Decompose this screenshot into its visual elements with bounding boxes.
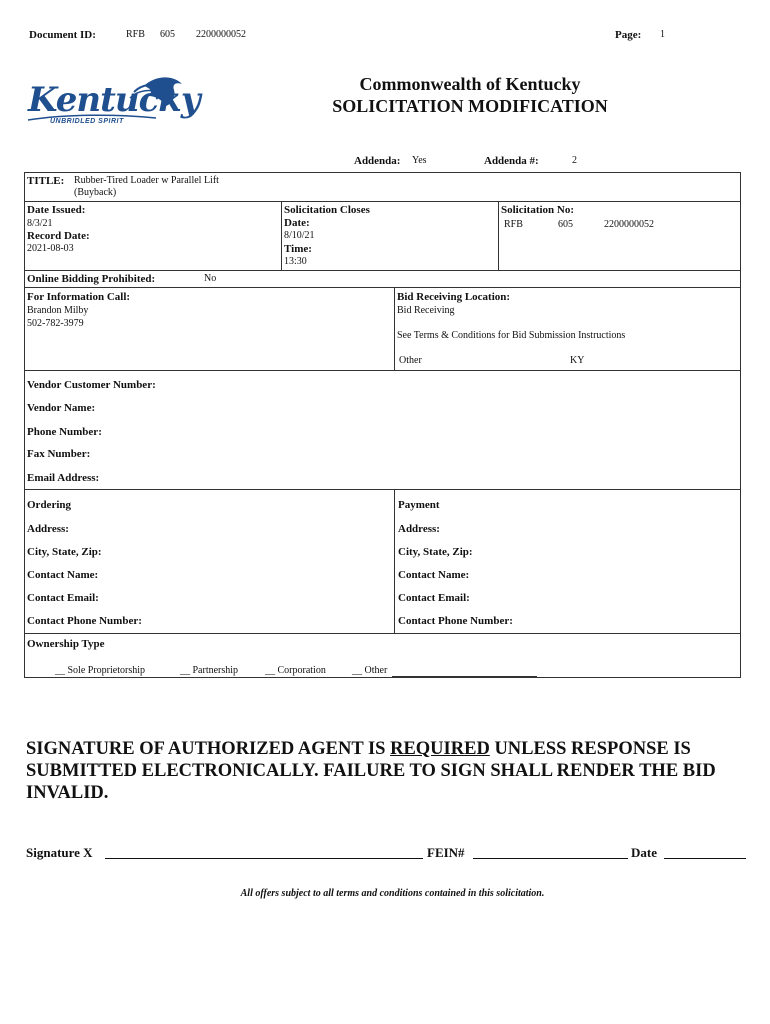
page-label: Page:: [615, 29, 642, 41]
logo-wordmark: Kentucky: [28, 80, 200, 120]
page-title-line2: SOLICITATION MODIFICATION: [332, 96, 608, 116]
divider: [498, 201, 499, 271]
bid-receiving-state: KY: [570, 355, 585, 366]
divider: [394, 489, 395, 634]
closes-date-label: Date:: [284, 217, 310, 229]
addenda-label: Addenda:: [354, 155, 401, 167]
payment-heading: Payment: [398, 499, 440, 511]
ordering-contact-phone-label: Contact Phone Number:: [27, 615, 142, 627]
payment-contact-name-label: Contact Name:: [398, 569, 470, 581]
signature-notice-part1: SIGNATURE OF AUTHORIZED AGENT IS: [26, 739, 391, 759]
info-call-name: Brandon Milby: [27, 305, 89, 316]
ownership-other-line[interactable]: [392, 676, 537, 677]
signature-notice-required: REQUIRED: [390, 739, 490, 759]
date-line[interactable]: [664, 858, 746, 859]
page-number: 1: [660, 29, 665, 40]
payment-contact-phone-label: Contact Phone Number:: [398, 615, 513, 627]
document-id-label: Document ID:: [29, 29, 96, 41]
signature-notice: [26, 738, 754, 804]
vendor-email-label: Email Address:: [27, 472, 100, 484]
bid-receiving-value: Bid Receiving: [397, 305, 455, 316]
logo-tagline: UNBRIDLED SPIRIT: [50, 118, 124, 125]
footer-note: All offers subject to all terms and conditions contained in this solicitation.: [240, 888, 545, 899]
fein-label: FEIN#: [427, 845, 465, 860]
date-issued-label: Date Issued:: [27, 204, 86, 216]
document-id-dept: 605: [160, 29, 175, 40]
info-box: [24, 287, 741, 371]
payment-address-label: Address:: [398, 523, 440, 535]
bid-receiving-note: See Terms & Conditions for Bid Submission Instructions: [397, 330, 626, 341]
ownership-sole-proprietorship[interactable]: __ Sole Proprietorship: [55, 665, 145, 676]
fein-line[interactable]: [473, 858, 628, 859]
solicitation-no-dept: 605: [558, 219, 573, 230]
divider: [281, 201, 282, 271]
page-title-line1: Commonwealth of Kentucky: [359, 74, 581, 94]
online-bidding-value: No: [204, 273, 217, 284]
ordering-heading: Ordering: [27, 499, 71, 511]
vendor-customer-number-label: Vendor Customer Number:: [27, 379, 156, 391]
title-line2: (Buyback): [74, 187, 117, 198]
time-value: 13:30: [284, 256, 307, 267]
addenda-number-value: 2: [572, 155, 577, 166]
ordering-contact-email-label: Contact Email:: [27, 592, 99, 604]
vendor-fax-label: Fax Number:: [27, 448, 91, 460]
addenda-number-label: Addenda #:: [484, 155, 539, 167]
closes-date-value: 8/10/21: [284, 230, 315, 241]
ownership-corporation[interactable]: __ Corporation: [265, 665, 326, 676]
closes-label: Solicitation Closes: [284, 204, 370, 216]
ordering-contact-name-label: Contact Name:: [27, 569, 99, 581]
divider: [394, 287, 395, 371]
record-date-value: 2021-08-03: [27, 243, 74, 254]
payment-contact-email-label: Contact Email:: [398, 592, 470, 604]
title-line1: Rubber-Tired Loader w Parallel Lift: [74, 175, 219, 186]
vendor-phone-label: Phone Number:: [27, 426, 102, 438]
ordering-address-label: Address:: [27, 523, 69, 535]
online-bidding-label: Online Bidding Prohibited:: [27, 273, 156, 285]
bid-receiving-city: Other: [399, 355, 422, 366]
signature-notice-part2: UNLESS RESPONSE IS SUBMITTED ELECTRONICALLY. FAILURE TO SIGN SHALL RENDER THE BID INVALID.: [26, 739, 716, 803]
record-date-label: Record Date:: [27, 230, 90, 242]
payment-city-label: City, State, Zip:: [398, 546, 473, 558]
signature-label: Signature X: [26, 845, 93, 860]
ownership-partnership[interactable]: __ Partnership: [180, 665, 239, 676]
kentucky-logo: [26, 74, 200, 130]
info-call-label: For Information Call:: [27, 291, 131, 303]
dates-box: [24, 201, 741, 271]
addenda-value: Yes: [412, 155, 427, 166]
ownership-other[interactable]: __ Other: [352, 665, 388, 676]
ordering-city-label: City, State, Zip:: [27, 546, 102, 558]
bid-receiving-label: Bid Receiving Location:: [397, 291, 511, 303]
date-label: Date: [631, 845, 657, 860]
info-call-phone: 502-782-3979: [27, 318, 84, 329]
vendor-name-label: Vendor Name:: [27, 402, 96, 414]
document-id-type: RFB: [126, 29, 145, 40]
time-label: Time:: [284, 243, 312, 255]
ordering-payment-box: [24, 489, 741, 634]
solicitation-no-label: Solicitation No:: [501, 204, 575, 216]
ownership-heading: Ownership Type: [27, 638, 105, 650]
title-label: TITLE:: [27, 175, 65, 187]
solicitation-no-number: 2200000052: [604, 219, 654, 230]
document-id-number: 2200000052: [196, 29, 246, 40]
signature-line[interactable]: [105, 858, 423, 859]
solicitation-no-type: RFB: [504, 219, 523, 230]
date-issued-value: 8/3/21: [27, 218, 53, 229]
